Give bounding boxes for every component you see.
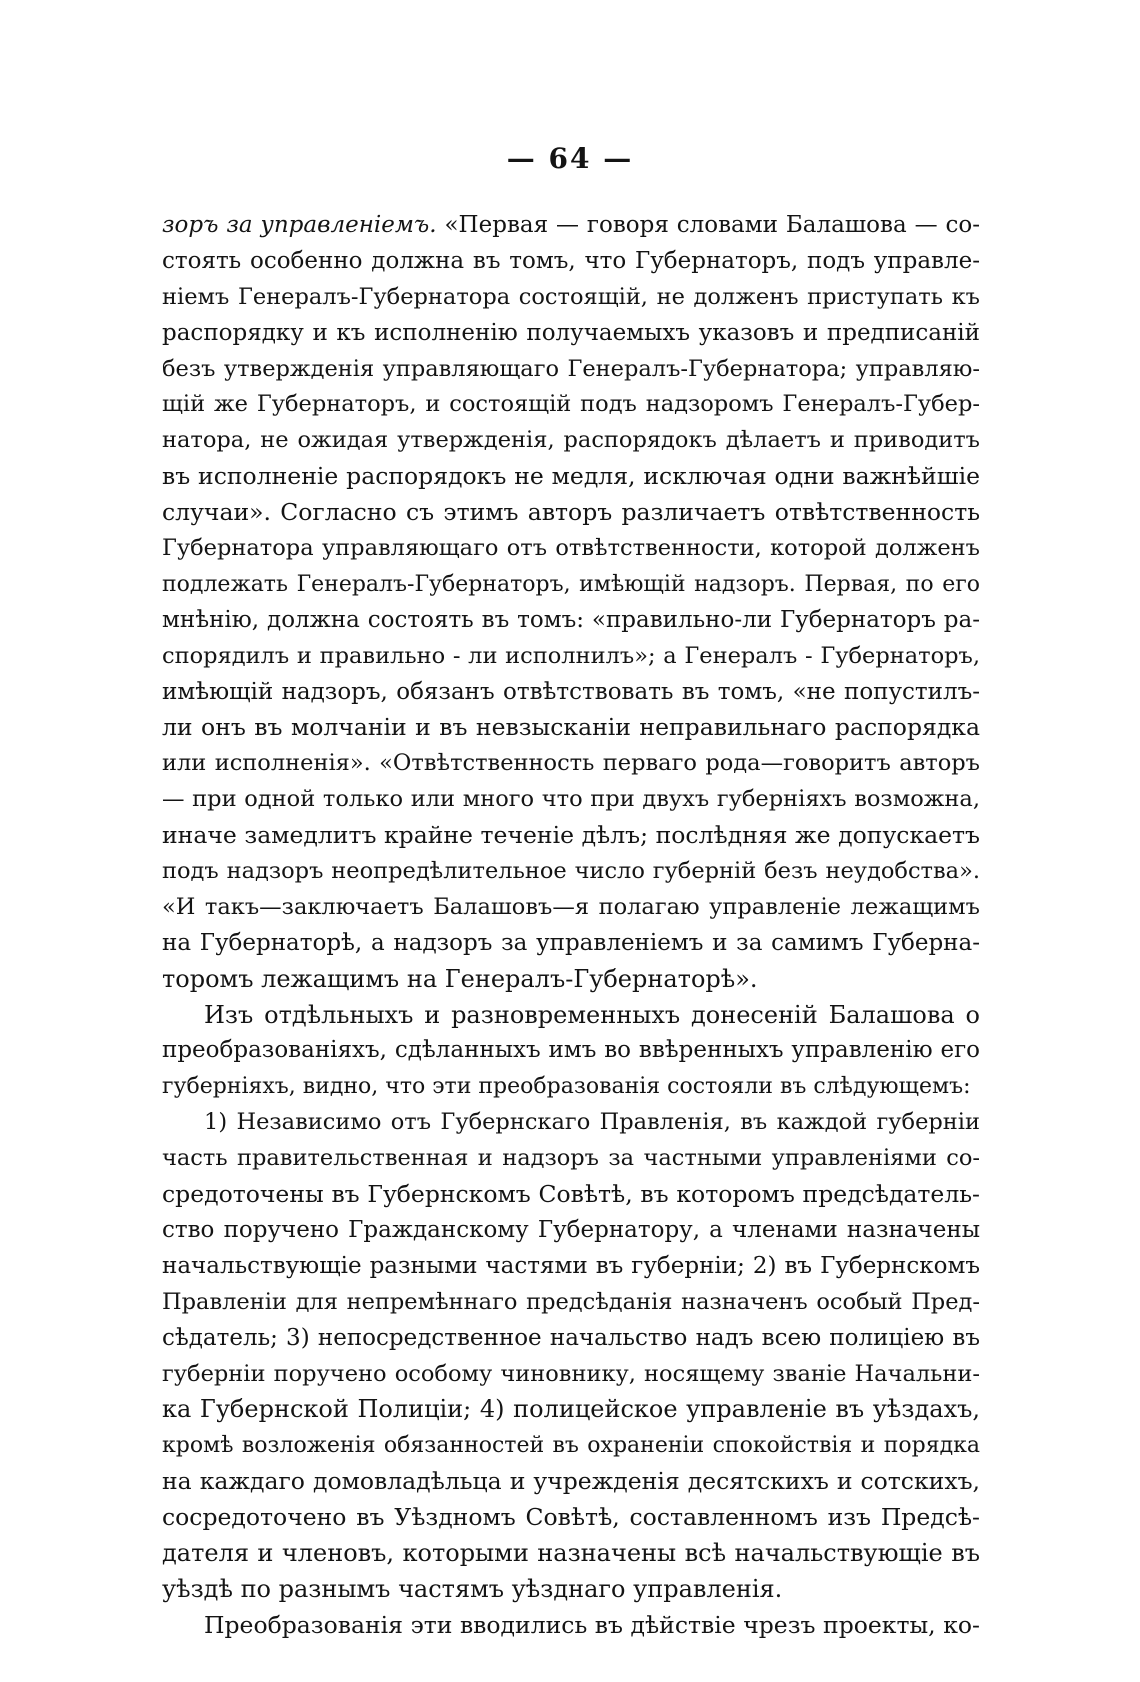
line-text: начальствующіе разными частями въ губерніи; 2) въ Губернскомъ bbox=[162, 1252, 980, 1279]
line-text: торомъ лежащимъ на Генералъ-Губернаторѣ». bbox=[162, 964, 758, 993]
text-line bbox=[162, 1321, 980, 1357]
line-text: ли онъ въ молчаніи и въ невзысканіи неправильнаго распорядка bbox=[162, 713, 980, 742]
text-line bbox=[162, 890, 980, 926]
text-line bbox=[162, 1572, 980, 1608]
text-line bbox=[162, 1500, 980, 1536]
text-line bbox=[162, 603, 980, 639]
text-line bbox=[162, 208, 980, 244]
line-text: ніемъ Генералъ-Губернатора состоящій, не долженъ приступать къ bbox=[162, 283, 980, 310]
line-text: 1) Независимо отъ Губернскаго Правленія, въ каждой губерніи bbox=[204, 1109, 980, 1136]
text-line bbox=[162, 387, 980, 423]
line-text: дателя и членовъ, которыми назначены всѣ начальствующіе въ bbox=[162, 1538, 980, 1567]
text-line bbox=[162, 746, 980, 782]
line-text: подъ надзоръ неопредѣлительное число губерній безъ неудобства». bbox=[162, 858, 980, 885]
line-text: Губернатора управляющаго отъ отвѣтственности, которой долженъ bbox=[162, 535, 980, 562]
line-text: имѣющій надзоръ, обязанъ отвѣтствовать въ томъ, «не попустилъ- bbox=[162, 678, 980, 705]
text-line bbox=[162, 1608, 980, 1644]
line-text: натора, не ожидая утвержденія, распорядокъ дѣлаетъ и приводитъ bbox=[162, 427, 980, 454]
text-line bbox=[162, 423, 980, 459]
text-line bbox=[162, 1536, 980, 1572]
text-line bbox=[162, 1213, 980, 1249]
text-line bbox=[162, 710, 980, 746]
line-text: иначе замедлитъ крайне теченіе дѣлъ; послѣдняя же допускаетъ bbox=[162, 821, 980, 850]
line-text: подлежать Генералъ-Губернаторъ, имѣющій надзоръ. Первая, по его bbox=[162, 571, 980, 597]
italic-lead: зоръ за управленіемъ. bbox=[162, 212, 437, 238]
line-text: Правленіи для непремѣннаго предсѣданія назначенъ особый Пред- bbox=[162, 1288, 980, 1315]
line-text: щій же Губернаторъ, и состоящій подъ надзоромъ Генералъ-Губер- bbox=[162, 391, 980, 418]
line-text: сосредоточено въ Уѣздномъ Совѣтѣ, составленномъ изъ Предсѣ- bbox=[162, 1503, 980, 1532]
text-line bbox=[162, 1033, 980, 1069]
text-line bbox=[162, 998, 980, 1034]
line-text: ство поручено Гражданскому Губернатору, а членами назначены bbox=[162, 1216, 980, 1243]
text-line bbox=[162, 459, 980, 495]
line-text: стоять особенно должна въ томъ, что Губернаторъ, подъ управле- bbox=[162, 247, 980, 274]
line-text: средоточены въ Губернскомъ Совѣтѣ, въ которомъ предсѣдатель- bbox=[162, 1180, 980, 1209]
text-line bbox=[162, 244, 980, 280]
text-line bbox=[162, 495, 980, 531]
text-line bbox=[162, 1285, 980, 1321]
text-line bbox=[162, 854, 980, 890]
line-text: «И такъ—заключаетъ Балашовъ—я полагаю управленіе лежащимъ bbox=[162, 893, 980, 920]
line-text: распорядку и къ исполненію получаемыхъ указовъ и предписаній bbox=[162, 319, 980, 346]
text-line bbox=[162, 316, 980, 352]
text-line bbox=[162, 352, 980, 388]
line-text: уѣздѣ по разнымъ частямъ уѣзднаго управленія. bbox=[162, 1574, 783, 1603]
text-line bbox=[162, 567, 980, 603]
text-line bbox=[162, 1141, 980, 1177]
text-line bbox=[162, 1249, 980, 1285]
line-text: — при одной только или много что при двухъ губерніяхъ возможна, bbox=[162, 786, 980, 813]
line-text: въ исполненіе распорядокъ не медля, исключая одни важнѣйшіе bbox=[162, 462, 980, 491]
text-line bbox=[162, 1069, 980, 1105]
line-text: Преобразованія эти вводились въ дѣйствіе чрезъ проекты, ко- bbox=[204, 1610, 980, 1639]
line-text: ка Губернской Полиціи; 4) полицейское управленіе въ уѣздахъ, bbox=[162, 1395, 980, 1424]
text-line bbox=[162, 962, 980, 998]
body-text bbox=[162, 208, 980, 1644]
text-line bbox=[162, 280, 980, 316]
line-text: мнѣнію, должна состоять въ томъ: «правильно-ли Губернаторъ ра- bbox=[162, 606, 980, 633]
text-line bbox=[162, 1428, 980, 1464]
line-text: преобразованіяхъ, сдѣланныхъ имъ во ввѣренныхъ управленію его bbox=[162, 1037, 980, 1064]
page-number: — 64 — bbox=[506, 142, 634, 175]
line-text: спорядилъ и правильно - ли исполнилъ»; а Генералъ - Губернаторъ, bbox=[162, 642, 980, 669]
text-line bbox=[162, 1464, 980, 1500]
text-line bbox=[162, 782, 980, 818]
line-text: случаи». Согласно съ этимъ авторъ различаетъ отвѣтственность bbox=[162, 498, 980, 527]
text-line bbox=[162, 531, 980, 567]
text-line bbox=[162, 818, 980, 854]
text-line bbox=[162, 639, 980, 675]
line-text: «Первая — говоря словами Балашова — со- bbox=[436, 212, 980, 238]
line-text: на Губернаторѣ, а надзоръ за управленіемъ и за самимъ Губерна- bbox=[162, 929, 980, 956]
text-line bbox=[162, 1177, 980, 1213]
text-line bbox=[162, 926, 980, 962]
line-text: губерніи поручено особому чиновнику, носящему званіе Начальни- bbox=[162, 1360, 980, 1387]
line-text: часть правительственная и надзоръ за частными управленіями со- bbox=[162, 1145, 980, 1172]
line-text: кромѣ возложенія обязанностей въ охраненіи спокойствія и порядка bbox=[162, 1433, 980, 1459]
text-line bbox=[162, 1357, 980, 1393]
text-line bbox=[162, 1392, 980, 1428]
text-line bbox=[162, 675, 980, 711]
line-text: сѣдатель; 3) непосредственное начальство надъ всею полиціею въ bbox=[162, 1324, 980, 1351]
line-text: Изъ отдѣльныхъ и разновременныхъ донесеній Балашова о bbox=[204, 1000, 980, 1029]
line-text: безъ утвержденія управляющаго Генералъ-Губернатора; управляю- bbox=[162, 355, 980, 382]
line-text: на каждаго домовладѣльца и учрежденія десятскихъ и сотскихъ, bbox=[162, 1467, 980, 1496]
line-text: или исполненія». «Отвѣтственность перваго рода—говоритъ авторъ bbox=[162, 750, 980, 777]
text-line bbox=[162, 1105, 980, 1141]
line-text: губерніяхъ, видно, что эти преобразованія состояли въ слѣдующемъ: bbox=[162, 1074, 971, 1100]
